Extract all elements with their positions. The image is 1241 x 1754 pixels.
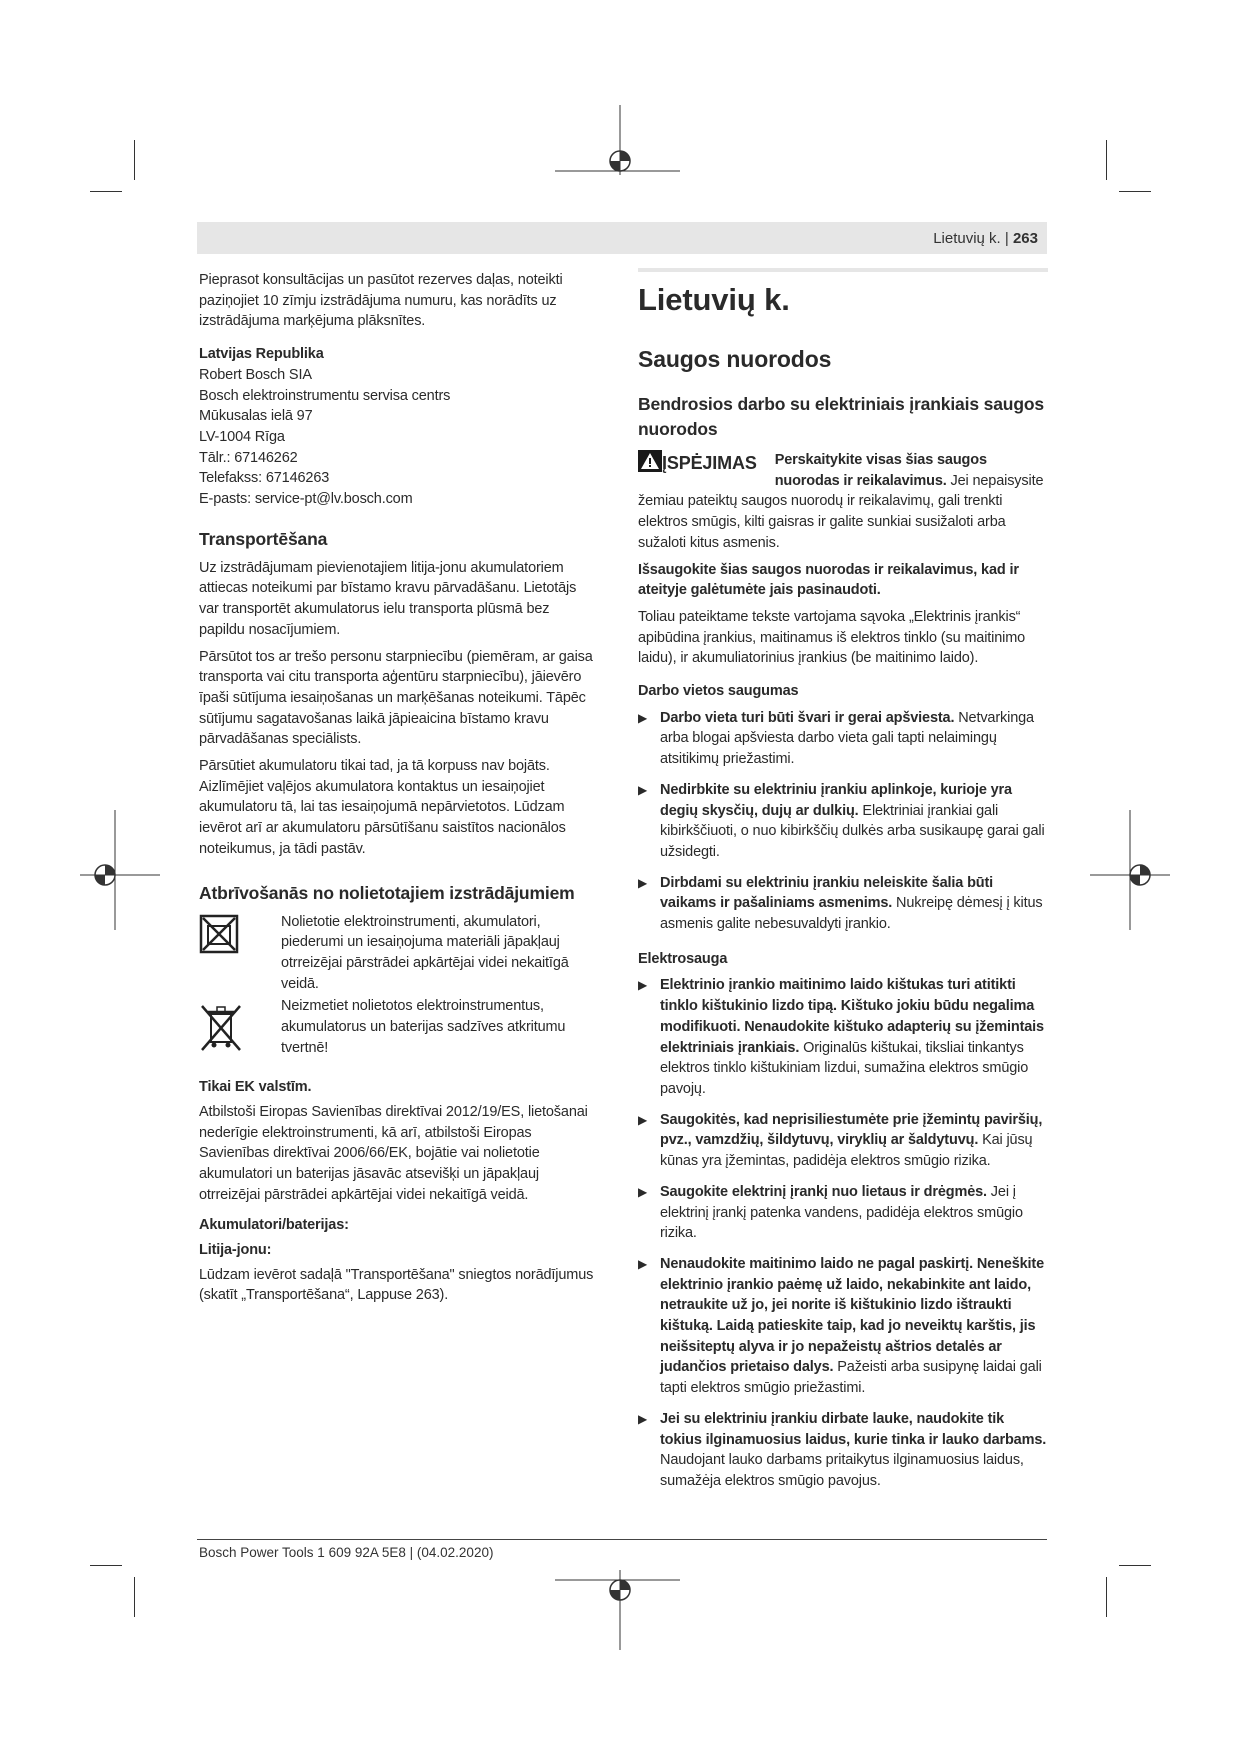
liion-heading: Litija-jonu: <box>199 1242 272 1259</box>
safety-title: Saugos nuorodos <box>638 346 832 372</box>
address-line: Mūkusalas ielā 97 <box>199 408 313 425</box>
address-line: Robert Bosch SIA <box>199 366 312 383</box>
crop-mark <box>1119 1565 1151 1566</box>
general-safety-heading: Bendrosios darbo su elektriniais įrankiais saugos nuorodos <box>638 394 1044 439</box>
warning-paragraph: ĮSPĖJIMAS Perskaitykite visas šias saugos nuorodas ir reikalavimus. Jei nepaisysite žemiau pateiktų saugos nuorodų ir reikalavimų, gali trenkti elektros smūgis, kilti gaisras ir galite sunkiai susižaloti arba sužaloti kitus asmenis. <box>638 452 1044 551</box>
warning-label: ĮSPĖJIMAS <box>638 450 757 475</box>
address-line: E-pasts: service-pt@lv.bosch.com <box>199 491 413 508</box>
list-item: ▶ Saugokite elektrinį įrankį nuo lietaus ir drėgmės. Jei į elektrinį įrankį patenka vandens, padidėja elektros smūgio rizika. <box>638 1183 1023 1242</box>
registration-mark-right <box>1090 810 1170 940</box>
address-line: Tālr.: 67146262 <box>199 449 298 466</box>
list-item: ▶ Darbo vieta turi būti švari ir gerai apšviesta. Netvarkinga arba blogai apšviesta darbo vieta gali tapti nelaimingų atsitikimų priežastimi. <box>638 709 1034 768</box>
list-item: ▶ Nenaudokite maitinimo laido ne pagal paskirtį. Neneškite elektrinio įrankio paėmę už laido, nekabinkite ant laido, netraukite už jo, jei norite iš kištukinio lizdo ištraukti kištuką. Laidą patieskite taip, kad jo neveiktų karštis, jis neišsiteptų alyva ir jo nepažeistų aštrios detalės ar judančios prietaiso dalys. Pažeisti arba susipynę laidai gali tapti elektros smūgio priežastimi. <box>638 1255 1045 1397</box>
list-item: ▶ Jei su elektriniu įrankiu dirbate lauke, naudokite tik tokius ilginamuosius laidus, kurie tinka ir lauko darbams. Naudojant lauko darbams pritaikytus ilginamuosius laidus, sumažėja elektros smūgio pavojus. <box>638 1410 1047 1489</box>
address-line: LV-1004 Rīga <box>199 428 285 445</box>
address-line: Bosch elektroinstrumentu servisa centrs <box>199 387 451 404</box>
keep-instructions: Išsaugokite šias saugos nuorodas ir reikalavimus, kad ir ateityje galėtumėte jais pasinaudoti. <box>638 561 1019 599</box>
right-column <box>638 280 1048 1502</box>
crop-mark <box>1119 191 1151 192</box>
crop-mark <box>90 191 122 192</box>
disposal-icon-text: Nolietotie elektroinstrumenti, akumulatori, piederumi un iesaiņojuma materiāli jāpakļauj otrreizējai pārstrādei apkārtējai videi nekaitīgā veidā. <box>281 913 569 992</box>
transport-heading: Transportēšana <box>199 528 328 549</box>
registration-mark-top <box>550 105 690 185</box>
address-block <box>199 344 594 510</box>
transport-paragraph: Pārsūtiet akumulatoru tikai tad, ja tā korpuss nav bojāts. Aizlīmējiet vaļējos akumulatora kontaktus un iesaiņojiet akumulatoru tā, lai tas iesaiņojumā nepārvietotos. Lūdzam ievērot arī ar akumulatoru pārsūtīšanu saistītos nacionālos noteikumus, ja tādi pastāv. <box>199 758 566 857</box>
batteries-heading: Akumulatori/baterijas: <box>199 1217 349 1234</box>
disposal-icon-row <box>199 996 594 1065</box>
warning-triangle-icon <box>638 450 662 472</box>
eu-heading: Tikai EK valstīm. <box>199 1079 312 1096</box>
list-item: ▶ Dirbdami su elektriniu įrankiu neleiskite šalia būti vaikams ir pašaliniams asmenims. Nukreipę dėmesį į kitus asmenis galite nebesuvaldyti įrankio. <box>638 874 1043 933</box>
list-item: ▶ Saugokitės, kad neprisiliestumėte prie įžemintų paviršių, pvz., vamzdžių, šildytuvų, viryklių ar šaldytuvų. Kai jūsų kūnas yra įžemintas, padidėja elektros smūgio rizika. <box>638 1111 1043 1170</box>
left-column <box>199 270 594 1312</box>
crop-mark <box>1106 1577 1107 1617</box>
header-section: Lietuvių k. <box>933 230 1001 247</box>
disposal-icon-row <box>199 912 594 995</box>
transport-paragraph: Uz izstrādājumam pievienotajiem litija-jonu akumulatoriem attiecas noteikumi par bīstamo kravu pārvadāšanu. Lietotājs var transportēt akumulatorus ielu transporta plūsmā bez papildu nosacījumiem. <box>199 559 577 638</box>
disposal-heading: Atbrīvošanās no nolietotajiem izstrādājumiem <box>199 882 575 903</box>
footer-text: Bosch Power Tools 1 609 92A 5E8 | (04.02.2020) <box>199 1545 494 1560</box>
liion-paragraph: Lūdzam ievērot sadaļā "Transportēšana" sniegtos norādījumus (skatīt „Transportēšana“, Lappuse 263). <box>199 1266 594 1304</box>
running-header: Lietuvių k. | 263 <box>933 230 1038 247</box>
address-line: Telefakss: 67146263 <box>199 470 330 487</box>
crop-mark <box>90 1565 122 1566</box>
registration-mark-left <box>80 810 160 940</box>
top-rule <box>638 268 1048 272</box>
list-item: ▶ Elektrinio įrankio maitinimo laido kištukas turi atitikti tinklo kištukinio lizdo tipą. Kištuko jokiu būdu negalima modifikuoti. Nenaudokite kištuko adapterių su įžemintais elektriniais įrankiais. Originalūs kištukai, tiksliai tinkantys elektros tinklo kištukiniam lizdui, sumažina elektros smūgio pavojų. <box>638 977 1044 1097</box>
crop-mark <box>134 1577 135 1617</box>
crop-mark <box>134 140 135 180</box>
header-bar <box>197 222 1047 254</box>
crop-mark <box>1106 140 1107 180</box>
crossed-bin-icon <box>199 996 261 1065</box>
disposal-icon-text: Neizmetiet nolietotos elektroinstrumentus, akumulatorus un baterijas sadzīves atkritumu tvertnē! <box>281 998 566 1056</box>
eu-paragraph: Atbilstoši Eiropas Savienības direktīvai 2012/19/ES, lietošanai nederīgie elektroinstrumenti, kā arī, atbilstoši Eiropas Savienības direktīvai 2006/66/EK, bojātie vai nolietotie akumulatori un baterijas jāsavāc atsevišķi un jāpakļauj otrreizējai pārstrādei apkārtējai videi nekaitīgā veidā. <box>199 1103 588 1203</box>
intro-paragraph: Pieprasot konsultācijas un pasūtot rezerves daļas, noteikti paziņojiet 10 zīmju izstrādājuma numuru, kas norādīts uz izstrādājuma marķējuma plāksnītes. <box>199 272 563 330</box>
list-item: ▶ Nedirbkite su elektriniu įrankiu aplinkoje, kurioje yra degių skysčių, dujų ar dulkių. Elektriniai įrankiai gali kibirkščiuoti, o nuo kibirkščių dulkės arba susikaupę garai gali užsidegti. <box>638 781 1045 860</box>
electric-heading: Elektrosauga <box>638 950 728 967</box>
registration-mark-bottom <box>550 1570 690 1650</box>
workplace-heading: Darbo vietos saugumas <box>638 683 799 700</box>
address-country: Latvijas Republika <box>199 346 324 363</box>
footer-rule <box>197 1539 1047 1540</box>
transport-paragraph: Pārsūtot tos ar trešo personu starpniecību (piemēram, ar gaisa transporta vai citu transporta aģentūru starpniecību), jāievēro īpaši sūtījuma iesaiņošanas un marķēšanas noteikumi. Tāpēc sūtījumu sagatavošanas laikā jāpieaicina bīstamo kravu pārvadāšanas speciālists. <box>199 648 593 748</box>
page-number: 263 <box>1012 230 1038 247</box>
term-definition: Toliau pateiktame tekste vartojama sąvoka „Elektrinis įrankis“ apibūdina įrankius, maitinamus iš elektros tinklo (su maitinimo laidu), ir akumuliatorinius įrankius (be maitinimo laido). <box>638 608 1026 667</box>
recycling-box-icon <box>199 912 261 961</box>
language-title: Lietuvių k. <box>638 282 790 317</box>
